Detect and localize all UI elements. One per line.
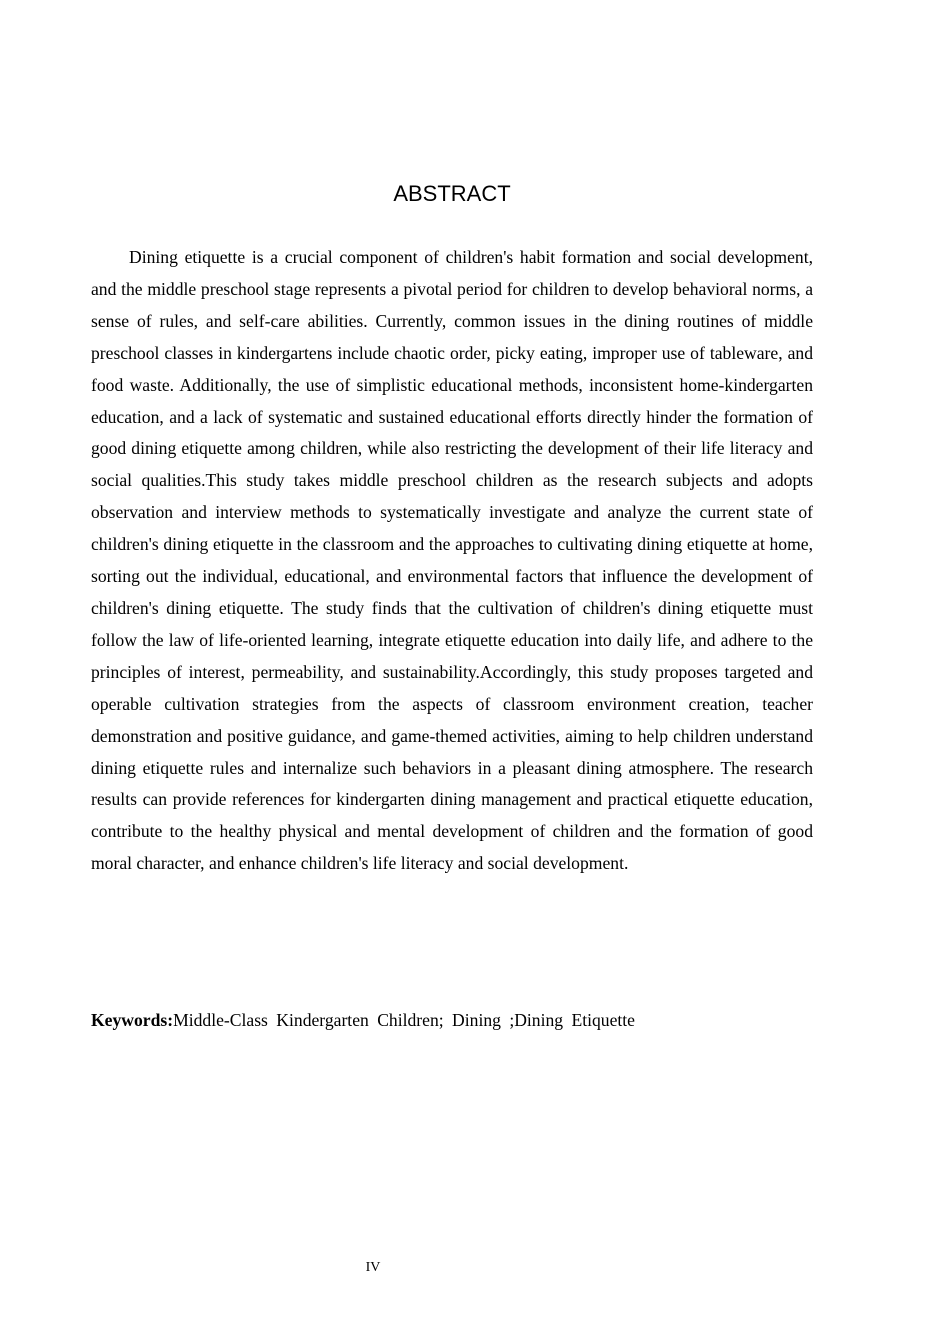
keywords-label: Keywords: (91, 1010, 174, 1030)
abstract-paragraph: Dining etiquette is a crucial component of children's habit formation and social development, and the middle preschool stage represents a pivotal period for children to develop behavioral norms, a sense of rules, and self-care abilities. Currently, common issues in the dining routines of middle preschool classes in kindergartens include chaotic order, picky eating, improper use of tableware, and food waste. Additionally, the use of simplistic educational methods, inconsistent home-kindergarten education, and a lack of systematic and sustained educational efforts directly hinder the formation of good dining etiquette among children, while also restricting the development of their life literacy and social qualities.This study takes middle preschool children as the research subjects and adopts observation and interview methods to systematically investigate and analyze the current state of children's dining etiquette in the classroom and the approaches to cultivating dining etiquette at home, sorting out the individual, educational, and environmental factors that influence the development of children's dining etiquette. The study finds that the cultivation of children's dining etiquette must follow the law of life-oriented learning, integrate etiquette education into daily life, and adhere to the principles of interest, permeability, and sustainability.Accordingly, this study proposes targeted and operable cultivation strategies from the aspects of classroom environment creation, teacher demonstration and positive guidance, and game-themed activities, aiming to help children understand dining etiquette rules and internalize such behaviors in a pleasant dining atmosphere. The research results can provide references for kindergarten dining management and practical etiquette education, contribute to the healthy physical and mental development of children and the formation of good moral character, and enhance children's life literacy and social development. (91, 247, 813, 874)
page-number: IV (365, 1260, 381, 1275)
keywords-text: Middle-Class Kindergarten Children; Dining ;Dining Etiquette (173, 1010, 635, 1030)
keywords-line (91, 1005, 813, 1035)
page-title: ABSTRACT (393, 181, 511, 206)
